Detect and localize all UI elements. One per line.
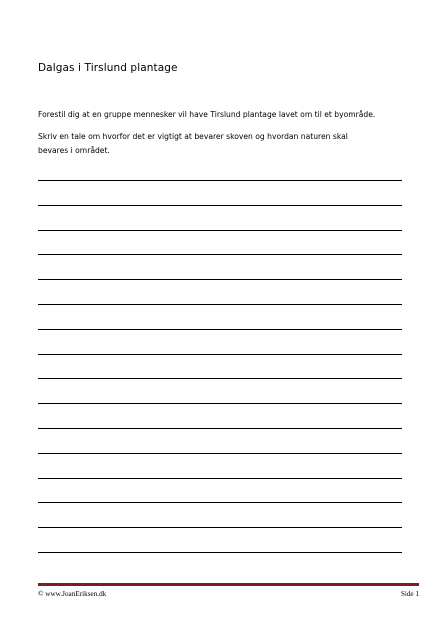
writing-line bbox=[38, 205, 402, 206]
writing-line bbox=[38, 428, 402, 429]
writing-line bbox=[38, 478, 402, 479]
footer-copyright: © www.JoanEriksen.dk bbox=[38, 590, 107, 598]
page-title: Dalgas i Tirslund plantage bbox=[38, 62, 178, 74]
writing-line bbox=[38, 527, 402, 528]
writing-area bbox=[38, 180, 402, 560]
writing-line bbox=[38, 254, 402, 255]
writing-line bbox=[38, 552, 402, 553]
writing-line bbox=[38, 180, 402, 181]
footer-page-number: Side 1 bbox=[400, 590, 419, 598]
writing-line bbox=[38, 403, 402, 404]
instruction-paragraph-1 bbox=[38, 108, 375, 122]
instruction-text-line-2: bevares i området. bbox=[38, 146, 110, 155]
writing-line bbox=[38, 279, 402, 280]
instruction-paragraph-2 bbox=[38, 130, 348, 158]
writing-line bbox=[38, 230, 402, 231]
footer-rule bbox=[38, 583, 419, 586]
writing-line bbox=[38, 453, 402, 454]
writing-line bbox=[38, 304, 402, 305]
writing-line bbox=[38, 378, 402, 379]
writing-line bbox=[38, 329, 402, 330]
instruction-text-line-1: Skriv en tale om hvorfor det er vigtigt at bevarer skoven og hvordan naturen skal bbox=[38, 132, 348, 141]
writing-line bbox=[38, 502, 402, 503]
instruction-text: Forestil dig at en gruppe mennesker vil have Tirslund plantage lavet om til et byområde. bbox=[38, 110, 376, 119]
writing-line bbox=[38, 354, 402, 355]
